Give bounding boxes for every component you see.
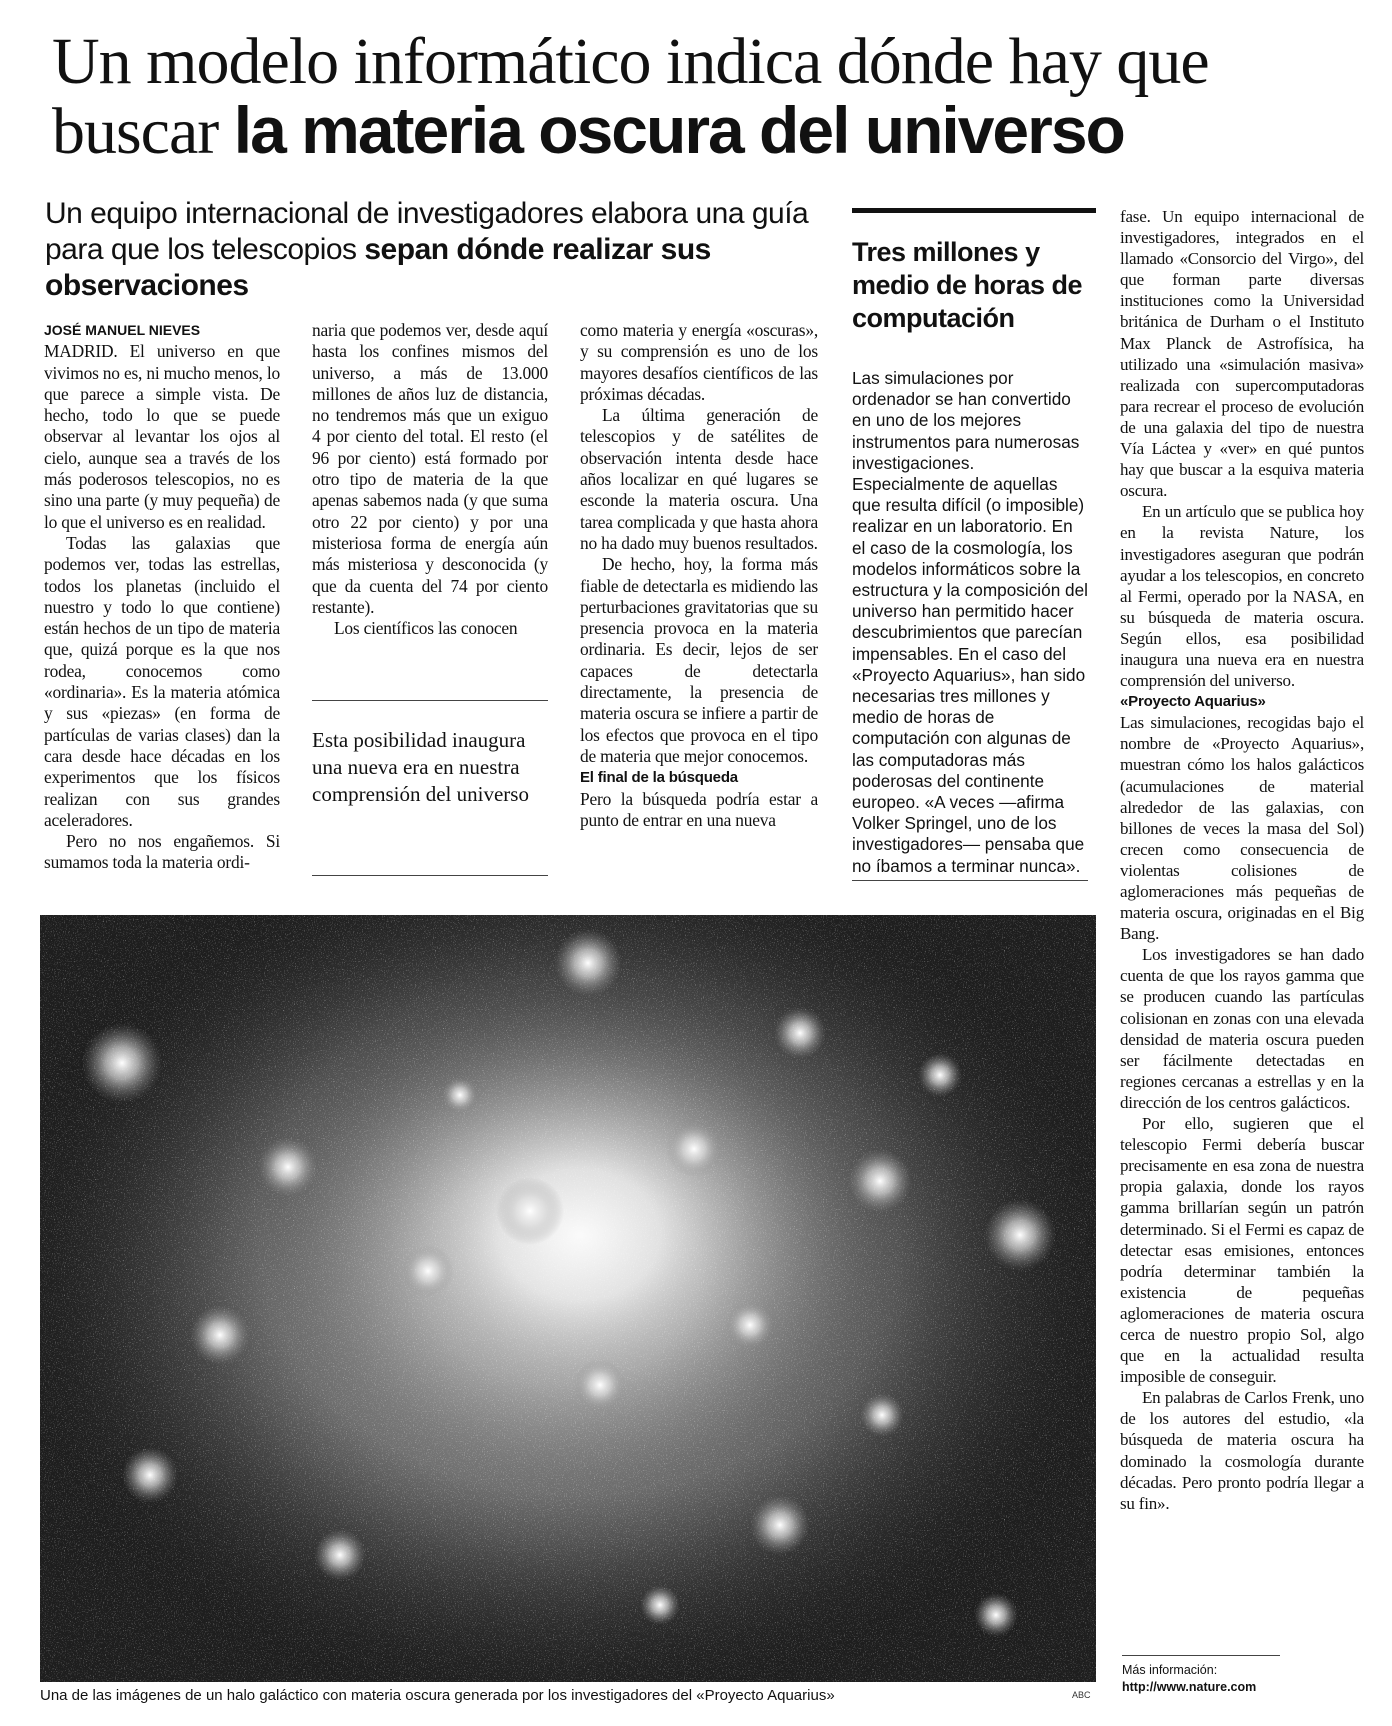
halo-clump xyxy=(974,1593,1018,1637)
paragraph: Las simulaciones, recogidas bajo el nombre de «Proyecto Aquarius», muestran cómo los halos galácticos (acumulaciones de material alrededor de las galaxias, con billones de veces la masa del Sol) crecen como consecuencia de violentas colisiones de aglomeraciones más pequeñas de materia oscura, originadas en el Big Bang. xyxy=(1120,713,1364,944)
halo-clump xyxy=(848,1149,912,1213)
halo-clump xyxy=(984,1199,1056,1271)
headline xyxy=(52,25,1352,168)
paragraph: naria que podemos ver, desde aquí hasta los confines mismos del universo, a más de 13.000 millones de años luz de distancia, no tendremos más que un exiguo 4 por ciento del total. El resto (el 96 por ciento) está formado por otro tipo de materia de la que apenas sabemos nada (y que suma otro 22 por ciento) y por una misteriosa forma de energía aún más misteriosa y desconocida (y que da cuenta del 74 por ciento restante). xyxy=(312,320,548,617)
halo-clump xyxy=(640,1585,680,1625)
galactic-halo-image xyxy=(40,915,1096,1682)
paragraph: Los investigadores se han dado cuenta de que los rayos gamma que se producen cuando las partículas colisionan en zonas con una elevada densidad de materia oscura pueden ser fácilmente detectadas en regiones cercanas a estrellas y en la dirección de los centros galácticos. xyxy=(1120,945,1364,1112)
subhead-proyecto-aquarius: «Proyecto Aquarius» xyxy=(1120,693,1266,711)
halo-clump xyxy=(554,929,622,997)
photo-caption: Una de las imágenes de un halo galáctico con materia oscura generada por los investigadores del «Proyecto Aquarius» xyxy=(40,1687,835,1704)
halo-clump xyxy=(402,1245,454,1297)
halo-clump xyxy=(918,1053,962,1097)
halo-clump xyxy=(726,1301,774,1349)
paragraph: Los científicos las conocen xyxy=(334,618,518,639)
paragraph: Pero la búsqueda podría estar a punto de entrar en una nueva xyxy=(580,788,818,830)
halo-clump xyxy=(442,1077,478,1113)
subtitle xyxy=(45,196,835,304)
paragraph: La última generación de telescopios y de satélites de observación intenta desde hace años localizar en qué lugares se esconde la materia oscura. Una tarea complicada y que hasta ahora no ha dado muy buenos resultados. xyxy=(580,405,818,553)
pullquote-top-rule xyxy=(312,700,548,701)
halo-clump xyxy=(574,1359,626,1411)
more-info-label: Más información: xyxy=(1122,1663,1218,1677)
subtitle-regular: Un equipo internacional de investigadores elabora una guía para que los telescopios xyxy=(45,197,809,266)
headline-part2: la materia oscura del universo xyxy=(233,93,1124,167)
galactic-halo-photo xyxy=(40,915,1096,1682)
sidebar-bottom-rule xyxy=(852,880,1088,881)
column-5 xyxy=(1120,206,1364,1514)
paragraph: De hecho, hoy, la forma más fiable de detectarla es midiendo las perturbaciones gravitatorias que su presencia provoca en la materia ordinaria. Es decir, lejos de ser capaces de detectarla directamente, la presencia de materia oscura se infiere a partir de los efectos que provoca en el tipo de materia que mejor conocemos. xyxy=(580,554,818,766)
halo-clump xyxy=(750,1495,810,1555)
subhead-final-busqueda: El final de la búsqueda xyxy=(580,769,738,787)
halo-clump xyxy=(190,1305,250,1365)
sidebar-title: Tres millones y medio de horas de computación xyxy=(852,237,1083,333)
paragraph: fase. Un equipo internacional de investigadores, integrados en el llamado «Consorcio del Virgo», del que forman parte diversas instituciones como la Universidad británica de Durham o el Instituto Max Planck de Astrofísica, ha utilizado una «simulación masiva» realizada con supercomputadoras para recrear el proceso de evolución de una galaxia del tipo de nuestra Vía Láctea y «ver» en qué puntos hay que buscar a la esquiva materia oscura. xyxy=(1120,207,1364,501)
halo-clump xyxy=(666,1121,722,1177)
more-info-rule xyxy=(1122,1655,1280,1656)
paragraph: como materia y energía «oscuras», y su comprensión es uno de los mayores desafíos científicos de las próximas décadas. xyxy=(580,320,818,404)
more-info-link[interactable]: http://www.nature.com xyxy=(1122,1680,1257,1694)
paragraph: En palabras de Carlos Frenk, uno de los autores del estudio, «la búsqueda de materia oscura ha dominado la cosmología durante décadas. Pero pronto podría llegar a su fin». xyxy=(1120,1388,1364,1513)
halo-clump xyxy=(860,1393,904,1437)
headline-part1: Un modelo informático indica dónde hay que buscar xyxy=(52,25,1209,168)
pullquote: Esta posibilidad inaugura una nueva era en nuestra comprensión del universo xyxy=(312,728,529,806)
photo-credit: ABC xyxy=(1072,1690,1091,1700)
halo-clump xyxy=(82,1023,162,1103)
paragraph: En un artículo que se publica hoy en la revista Nature, los investigadores aseguran que podrán ayudar a los telescopios, en concreto al Fermi, operado por la NASA, en su búsqueda de materia oscura. Según ellos, esa posibilidad inaugura una nueva era en nuestra comprensión del universo. xyxy=(1120,502,1364,691)
paragraph: Pero no nos engañemos. Si sumamos toda la materia ordi- xyxy=(44,831,280,873)
column-2 xyxy=(312,320,548,639)
more-info xyxy=(1122,1662,1256,1696)
paragraph: Todas las galaxias que podemos ver, todas las estrellas, todos los planetas (incluido el nuestro y todo lo que contiene) están hechos de un tipo de materia que, quizá porque es la que nos rodea, conocemos como «ordinaria». Es la materia atómica y sus «piezas» (en forma de partículas de varias clases) dan la cara desde hace décadas en los experimentos que los físicos realizan con sus grandes aceleradores. xyxy=(44,532,280,830)
halo-clump xyxy=(774,1007,826,1059)
halo-clump xyxy=(496,1177,564,1245)
halo-clump xyxy=(314,1529,366,1581)
paragraph: MADRID. El universo en que vivimos no es, ni mucho menos, lo que parece a simple vista. De hecho, todo lo que se puede observar al levantar los ojos al cielo, aunque sea a través de los más poderosos telescopios, no es sino una parte (y muy pequeña) de lo que el universo es en realidad. xyxy=(44,341,280,532)
column-3 xyxy=(580,320,818,831)
halo-clump xyxy=(258,1137,318,1197)
paragraph: Por ello, sugieren que el telescopio Fermi debería buscar precisamente en esa zona de nuestra propia galaxia, donde los rayos gamma brillarían según un patrón determinado. Si el Fermi es capaz de detectar esas emisiones, entonces podría determinar también la existencia de pequeñas aglomeraciones de materia oscura cerca de nuestro propio Sol, algo que en la actualidad resulta imposible de conseguir. xyxy=(1120,1114,1364,1387)
byline: JOSÉ MANUEL NIEVES xyxy=(44,322,201,338)
pullquote-bottom-rule xyxy=(312,875,548,876)
sidebar-top-rule xyxy=(852,208,1096,213)
column-1 xyxy=(44,320,280,874)
subtitle-bold: sepan dónde realizar sus observaciones xyxy=(45,233,711,302)
sidebar-text: Las simulaciones por ordenador se han convertido en uno de los mejores instrumentos para numerosas investigaciones. Especialmente de aquellas que resulta difícil (o imposible) realizar en un laboratorio. En el caso de la cosmología, los modelos informáticos sobre la estructura y la composición del universo han permitido hacer descubrimientos que parecían impensables. En el caso del «Proyecto Aquarius», han sido necesarias tres millones y medio de horas de computación con algunas de las computadoras más poderosas del continente europeo. «A veces —afirma Volker Springel, uno de los investigadores— pensaba que no íbamos a terminar nunca». xyxy=(852,368,1088,876)
halo-clump xyxy=(122,1447,178,1503)
